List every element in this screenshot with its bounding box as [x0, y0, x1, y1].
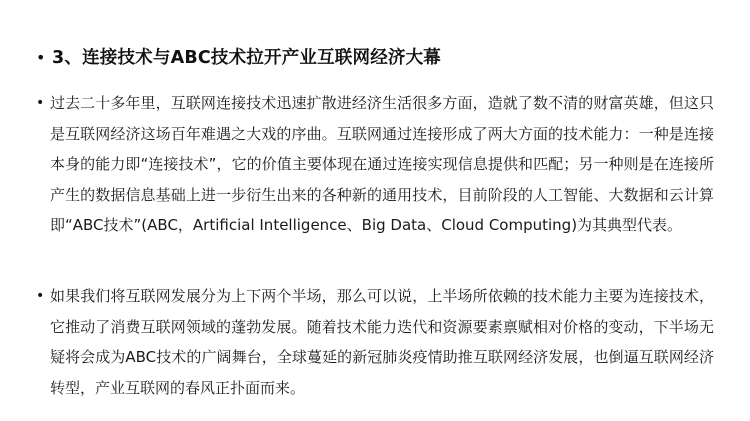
- heading-bullet: •: [36, 48, 46, 67]
- paragraph-1: [36, 88, 726, 241]
- paragraph-1-bullet: •: [36, 95, 45, 111]
- slide-heading: [36, 44, 726, 72]
- paragraph-1-text: 过去二十多年里，互联网连接技术迅速扩散进经济生活很多方面，造就了数不清的财富英雄，但这只是互联网经济这场百年难遇之大戏的序曲。互联网通过连接形成了两大方面的技术能力：一种是连接本身的能力即“连接技术”，它的价值主要体现在通过连接实现信息提供和匹配；另一种则是在连接所产生的数据信息基础上进一步衍生出来的各种新的通用技术，目前阶段的人工智能、大数据和云计算即“ABC技术”(ABC，Artificial Intelligence、Big Data、Cloud Computing)为其典型代表。: [50, 94, 714, 235]
- paragraph-2-bullet: •: [36, 288, 45, 304]
- heading-title: 3、连接技术与ABC技术拉开产业互联网经济大幕: [52, 48, 442, 68]
- paragraph-2-text: 如果我们将互联网发展分为上下两个半场，那么可以说，上半场所依赖的技术能力主要为连接技术，它推动了消费互联网领域的蓬勃发展。随着技术能力迭代和资源要素禀赋相对价格的变动，下半场无疑将会成为ABC技术的广阔舞台，全球蔓延的新冠肺炎疫情助推互联网经济发展，也倒逼互联网经济转型，产业互联网的春风正扑面而来。: [50, 287, 714, 397]
- paragraph-2: [36, 281, 726, 403]
